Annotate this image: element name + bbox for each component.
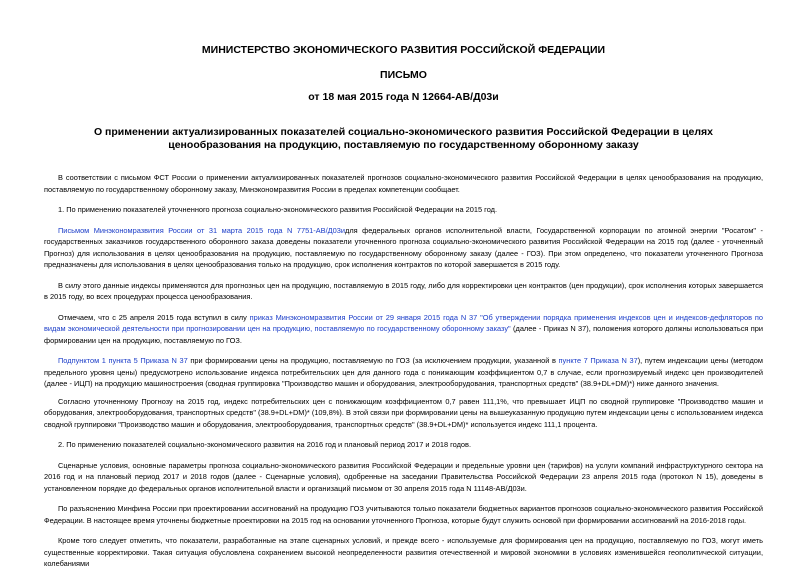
document-date-number: от 18 мая 2015 года N 12664-АВ/Д03и xyxy=(308,91,499,103)
letter-7751-link[interactable]: Письмом Минэкономразвития России от 31 марта 2015 года N 7751-АВ/Д03и xyxy=(58,225,346,235)
order-37-link[interactable]: приказ Минэкономразвития России от 29 января 2015 года N 37 "Об утверждении порядка применения индексов цен и индексов-дефляторов по видам экономической деятельности при прогнозировании цен на продукцию, поставляемую по государственному оборонному заказу" xyxy=(44,312,763,333)
ministry-heading: МИНИСТЕРСТВО ЭКОНОМИЧЕСКОГО РАЗВИТИЯ РОССИЙСКОЙ ФЕДЕРАЦИИ xyxy=(201,44,606,56)
document-subject: О применении актуализированных показателей социально-экономического развития Российской Федерации в целях ценообразования на продукцию, поставляемую по государственному оборонному заказу xyxy=(93,126,714,151)
paragraph-scenario: Сценарные условия, основные параметры прогноза социально-экономического развития Российской Федерации и предельные уровни цен (тарифов) на услуги компаний инфраструктурного сектора на 2016 год и на плановый период 2017 и 2018 годов (далее - Сценарные условия), одобренные на заседании Правительства Российской Федерации 23 апреля 2015 года (протокол N 15), доведены в установленном порядке до федеральных органов исполнительной власти и организаций письмом от 30 апреля 2015 года N 11148-АВ/Д03и. xyxy=(44,460,763,493)
paragraph-text: Отмечаем, что с 25 апреля 2015 года вступил в силу xyxy=(58,312,250,322)
paragraph-text: ), путем индексации цены (методом предельного уровня цены) предусмотрено использование индекса потребительских цен для данного года с понижающим коэффициентом 0,7 в случае, если прогнозируемый индекс цен производителей (далее - ИЦП) на продукцию машиностроения (сводная группировка "Производство машин и оборудования, электрооборудования, транспортных средств" (38.9+DL+DM)*) ниже данного значения. xyxy=(44,356,763,388)
paragraph-text: (далее - Приказ N 37), положения которого должны использоваться при формировании цен на продукцию, поставляемую по ГОЗ. xyxy=(44,324,763,345)
subclause-1-clause-5-link[interactable]: Подпунктом 1 пункта 5 Приказа N 37 xyxy=(58,356,188,365)
paragraph-intro: В соответствии с письмом ФСТ России о применении актуализированных показателей прогнозов социально-экономического развития Российской Федерации в целях ценообразования на продукцию, поставляемую по государственному оборонному заказу, Минэкономразвития России в пределах компетенции сообщает. xyxy=(44,173,763,194)
paragraph-letter-reference xyxy=(44,225,763,271)
paragraph-minfin: По разъяснению Минфина России при проектировании ассигнований на продукцию ГОЗ учитываются только показатели бюджетных вариантов прогнозов социально-экономического развития Российской Федерации. В настоящее время уточнены бюджетные проектировки на 2015 год на основании уточненного Прогноза, которые будут служить основой при формировании ассигнований на 2016-2018 годы. xyxy=(44,504,763,525)
paragraph-section-1-heading: 1. По применению показателей уточненного прогноза социально-экономического развития Российской Федерации на 2015 год. xyxy=(58,205,498,214)
paragraph-indices: В силу этого данные индексы применяются для прогнозных цен на продукцию, поставляемую в 2015 году, либо для корректировки цен контрактов (цен продукции), срок исполнения которых завершается в 2015 году, во всех процедурах процесса ценообразования. xyxy=(44,280,763,301)
paragraph-corrections: Кроме того следует отметить, что показатели, разработанные на этапе сценарных условий, и прежде всего - используемые для формирования цен на продукцию, поставляемую по ГОЗ, могут иметь существенные корректировки. Такая ситуация обусловлена сохранением высокой неопределенности развития отечественной и мировой экономики в условиях изменившейся геополитической ситуации, колебаниями xyxy=(44,536,763,568)
paragraph-subclause xyxy=(44,355,763,390)
clause-7-link[interactable]: пункте 7 Приказа N 37 xyxy=(558,356,638,365)
paragraph-text: для федеральных органов исполнительной власти, Государственной корпорации по атомной энергии "Росатом" - государственных заказчиков государственного оборонного заказа доведены показатели уточненного прогноза социально-экономического развития Российской Федерации на 2015 год (далее - уточненный Прогноз) для использования в целях ценообразования на продукцию, поставляемую по государственному оборонному заказу (далее - ГОЗ). При этом определено, что показатели уточненного Прогноза предназначены для использования в целях ценообразования только на продукцию, срок исполнения контрактов по которой завершается в 2015 году. xyxy=(44,225,763,269)
document-body xyxy=(44,172,763,570)
paragraph-text: при формировании цены на продукцию, поставляемую по ГОЗ (за исключением продукции, указанной в xyxy=(187,356,559,365)
paragraph-order-37 xyxy=(44,312,763,347)
paragraph-cpi: Согласно уточненному Прогнозу на 2015 год, индекс потребительских цен с понижающим коэффициентом 0,7 равен 111,1%, что превышает ИЦП по сводной группировке "Производство машин и оборудования, электрооборудования, транспортных средств" (38.9+DL+DM)* (109,8%). В этой связи при формировании цены на вышеуказанную продукцию путем индексации цены с использованием индекса сводной группировки "Производство машин и оборудования, электрооборудования, транспортных средств" (38.9+DL+DM)* используется индекс 111,1 процента. xyxy=(44,396,763,429)
document-type: ПИСЬМО xyxy=(380,69,427,81)
paragraph-section-2-heading: 2. По применению показателей социально-экономического развития на 2016 год и плановый период 2017 и 2018 годов. xyxy=(58,440,471,449)
